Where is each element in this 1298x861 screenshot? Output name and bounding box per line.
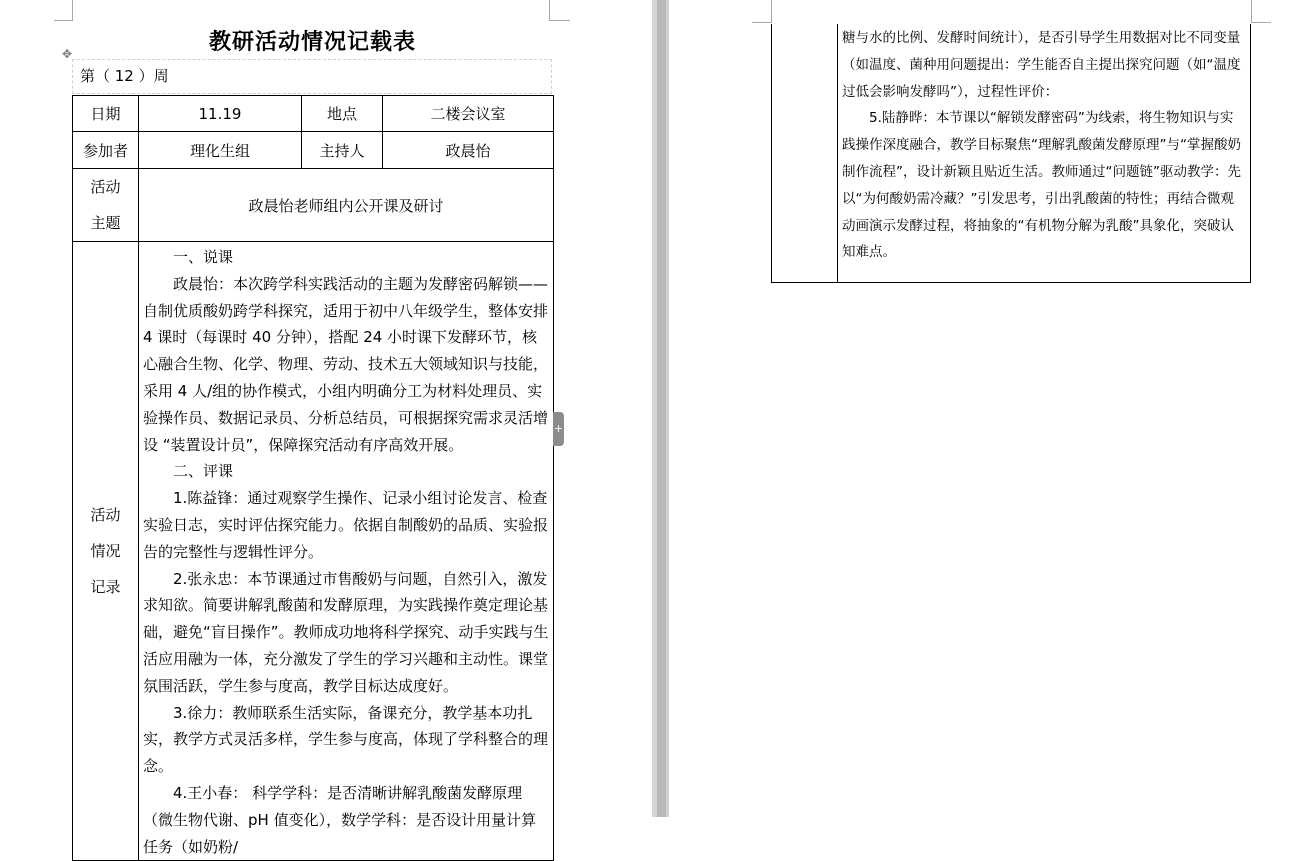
date-label: 日期 [73,96,139,132]
paragraph-lecture: 政晨怡：本次跨学科实践活动的主题为发酵密码解锁——自制优质酸奶跨学科探究，适用于初中八年级学生，整体安排 4 课时（每课时 40 分钟），搭配 24 小时课下发酵环节，核心融合生物、化学、物理、劳动、技术五大领域知识与技能，采用 4 人/组的协作模式，小组内明确分工为材料处理员、实验操作员、数据记录员、分析总结员，可根据探究需求灵活增设 “装置设计员”，保障探究活动有序高效开展。 [143,274,549,454]
plus-icon[interactable]: + [553,412,564,446]
host-value: 政晨怡 [383,132,554,169]
table-row-theme [73,169,554,242]
participants-label: 参加者 [73,132,139,169]
paragraph-review-1: 1.陈益锋：通过观察学生操作、记录小组讨论发言、检查实验日志，实时评估探究能力。依据自制酸奶的品质、实验报告的完整性与逻辑性评分。 [143,489,549,561]
crop-mark-top-left [54,0,73,21]
section-heading-review: 二、评课 [173,462,234,481]
place-label: 地点 [302,96,383,132]
participants-value: 理化生组 [139,132,302,169]
crop-mark-top-right [1251,0,1271,23]
theme-label-line: 主题 [90,214,121,232]
week-field: 第（ 12 ）周 [72,59,552,94]
table-move-handle-icon[interactable]: ✥ [61,47,73,61]
paragraph-review-2: 2.张永忠：本节课通过市售酸奶与问题，自然引入，激发求知欲。简要讲解乳酸菌和发酵原理，为实践操作奠定理论基础，避免“盲目操作”。教师成功地将科学探究、动手实践与生活应用融为一体，充分激发了学生的学习兴趣和主动性。课堂氛围活跃，学生参与度高，教学目标达成度好。 [143,569,549,695]
record-label-line: 情况 [90,542,121,561]
theme-label-line: 活动 [90,178,121,196]
host-label: 主持人 [302,132,383,169]
record-table [72,95,554,861]
page-gutter [652,0,669,817]
table-row-participants [73,132,554,169]
document-page-2 [669,0,1298,817]
crop-mark-top-left [752,0,772,23]
paragraph-review-4-cont: 糖与水的比例、发酵时间统计），是否引导学生用数据对比不同变量（如温度、菌种用问题提出：学生能否自主提出探究问题（如“温度过低会影响发酵吗”），过程性评价： [842,30,1241,100]
date-value: 11.19 [139,96,302,132]
gutter-highlight-left [652,0,657,817]
paragraph-review-3: 3.徐力：教师联系生活实际，备课充分，教学基本功扎实，教学方式灵活多样，学生参与度高，体现了学科整合的理念。 [143,703,549,776]
record-table-continued [771,24,1251,283]
theme-value: 政晨怡老师组内公开课及研讨 [139,169,554,242]
document-title: 教研活动情况记载表 [208,30,416,55]
record-label-line: 记录 [90,578,121,597]
table-row-record [73,242,554,861]
crop-mark-top-right [549,0,570,21]
place-value: 二楼会议室 [383,96,554,132]
paragraph-review-4: 4.王小春： 科学学科：是否清晰讲解乳酸菌发酵原理（微生物代谢、pH 值变化），数学学科：是否设计用量计算任务（如奶粉/ [143,783,537,856]
record-content [139,242,554,861]
section-heading-lecture: 一、说课 [173,248,234,266]
table-row-date [73,96,554,132]
record-content-continued [838,24,1250,266]
theme-label [73,169,139,242]
paragraph-review-5: 5.陆静晔：本节课以“解锁发酵密码”为线索，将生物知识与实践操作深度融合，教学目标聚焦“理解乳酸菌发酵原理”与“掌握酸奶制作流程”，设计新颖且贴近生活。教师通过“问题链”驱动教学：先以“为何酸奶需冷藏？”引发思考，引出乳酸菌的特性；再结合微观动画演示发酵过程，将抽象的“有机物分解为乳酸”具象化，突破认知难点。 [842,110,1241,261]
record-label [73,242,139,861]
label-column [772,24,838,282]
record-label-line: 活动 [90,506,121,525]
document-page-1 [0,0,652,856]
